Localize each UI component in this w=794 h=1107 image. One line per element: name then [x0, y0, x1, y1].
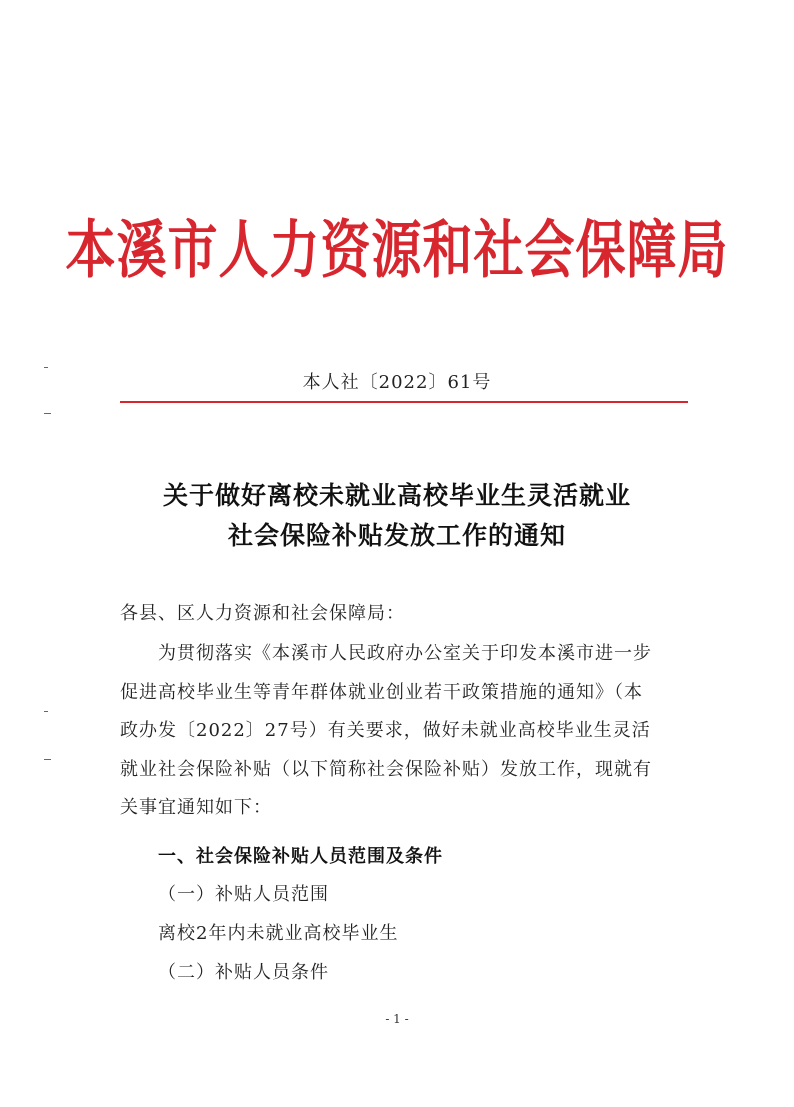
section-heading: 一、社会保险补贴人员范围及条件 — [158, 846, 443, 867]
scan-margin-mark — [44, 711, 48, 712]
page-number: - 1 - — [385, 1012, 409, 1026]
document-number: 本人社〔2022〕61号 — [302, 372, 492, 393]
red-divider-line — [120, 401, 688, 403]
paragraph-line: 为贯彻落实《本溪市人民政府办公室关于印发本溪市进一步 — [158, 643, 652, 664]
notice-title-line-1: 关于做好离校未就业高校毕业生灵活就业 — [162, 481, 631, 510]
notice-title-line-2: 社会保险补贴发放工作的通知 — [227, 521, 566, 550]
paragraph-line: 关事宜通知如下： — [120, 797, 272, 818]
subsection-heading: （二）补贴人员条件 — [158, 962, 329, 983]
paragraph-line: 促进高校毕业生等青年群体就业创业若干政策措施的通知》（本 — [120, 682, 643, 703]
addressee-line: 各县、区人力资源和社会保障局： — [120, 603, 405, 624]
issuing-organization-title: 本溪市人力资源和社会保障局 — [65, 212, 729, 287]
subsection-text: 离校2年内未就业高校毕业生 — [158, 923, 399, 944]
paragraph-line: 就业社会保险补贴（以下简称社会保险补贴）发放工作，现就有 — [120, 759, 652, 780]
scan-margin-mark — [44, 367, 48, 368]
paragraph-line: 政办发〔2022〕27号）有关要求，做好未就业高校毕业生灵活 — [120, 720, 651, 741]
subsection-heading: （一）补贴人员范围 — [158, 884, 329, 905]
scan-margin-mark — [44, 759, 51, 760]
scan-margin-mark — [44, 413, 51, 414]
